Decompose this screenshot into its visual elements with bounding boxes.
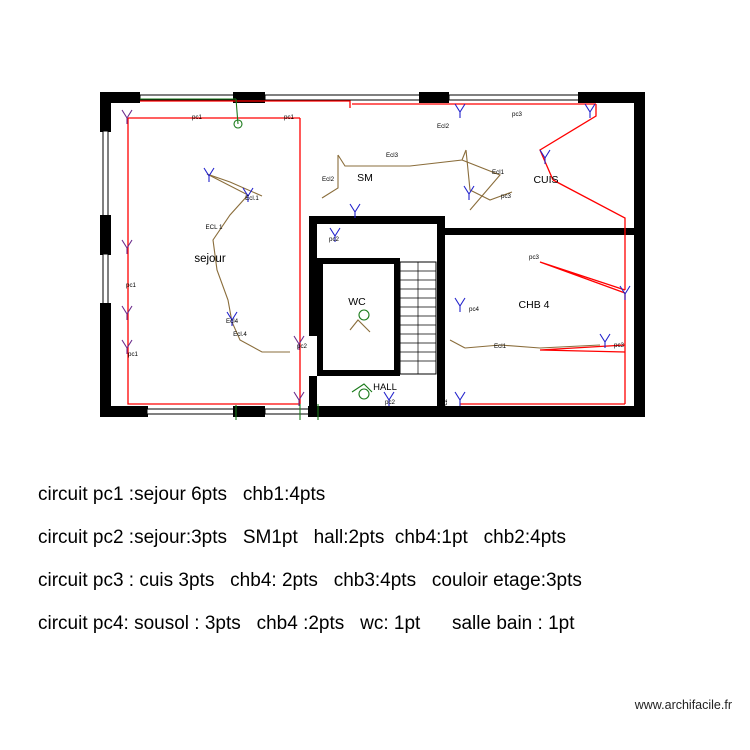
legend-line-pc2: circuit pc2 :sejour:3pts SM1pt hall:2pts chb4:1pt chb2:4pts [38,527,567,548]
circuit-tag: Ecl.1 [245,195,259,202]
circuit-tag: pc2 [297,343,307,350]
legend-line-pc4: circuit pc4: sousol : 3pts chb4 :2pts wc: 1pt salle bain : 1pt [38,613,575,634]
circuit-tag: pc3 [501,193,511,200]
room-label-sm: SM [357,172,373,184]
staircase [400,262,436,374]
circuit-tag: Ecl2 [321,176,335,183]
circuit-tag: pc1 [192,114,202,121]
circuit-tag: pc2 [329,236,339,243]
circuit-tag: pc1 [126,282,136,289]
room-label-wc: WC [348,296,366,308]
circuit-tag: pc3 [512,111,522,118]
circuit-tag: ECL 1 [205,224,223,231]
circuit-tag: pc2 [385,399,395,406]
circuit-tag: Ecl3 [385,152,399,159]
room-label-sejour: sejour [194,253,226,265]
circuit-tag: pc1 [128,351,138,358]
circuit-tag: pc3 [614,342,624,349]
legend-line-pc3: circuit pc3 : cuis 3pts chb4: 2pts chb3:4pts couloir etage:3pts [38,570,582,591]
circuit-tag: Ecl1 [493,343,507,350]
circuit-tag: Ecl1 [491,169,505,176]
circuit-tag: Ecl.4 [233,331,247,338]
room-label-cuis: CUIS [533,174,559,186]
circuit-tag: pc4 [469,306,479,313]
circuit-legend [38,485,728,657]
circuit-tag: pc2 [442,399,449,409]
legend-line-pc1: circuit pc1 :sejour 6pts chb1:4pts [38,484,326,505]
watermark-site: www.archifacile.fr [634,698,732,712]
circuit-tag: pc3 [529,254,539,261]
circuit-tag: Ecl2 [436,123,450,130]
circuit-tag: Ecl4 [225,318,239,325]
room-label-chb4: CHB 4 [518,299,550,311]
walls-group [100,92,645,417]
circuit-tag: pc1 [284,114,294,121]
room-label-hall: HALL [373,382,397,393]
